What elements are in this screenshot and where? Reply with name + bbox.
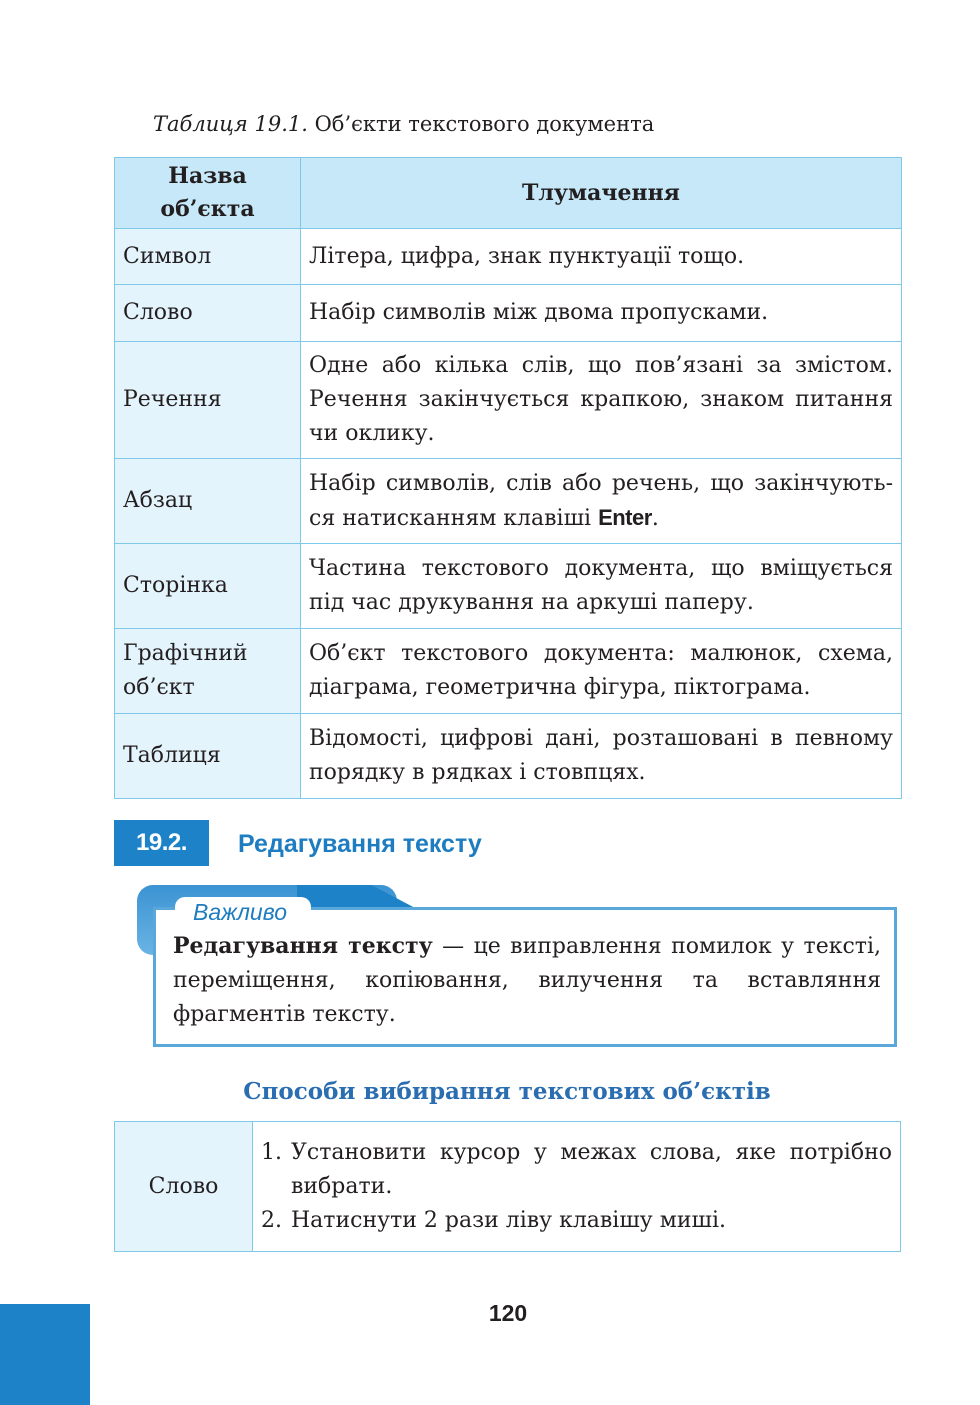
step-text: Установити курсор у межах слова, яке потрібно вибрати. xyxy=(291,1139,892,1199)
object-name: Сторінка xyxy=(115,544,301,629)
object-desc: Об’єкт текстового документа: малюнок, схема, діаграма, геометрична фігура, піктограма. xyxy=(301,629,902,714)
important-definition: — це виправлення помилок у тексті, переміщення, копіювання, вилучення та вставляння фрагментів тексту. xyxy=(173,934,882,1027)
methods-title: Способи вибирання текстових об’єктів xyxy=(243,1078,771,1105)
object-desc-text: Набір символів, слів або речень, що закінчують-ся натисканням клавіші xyxy=(309,470,893,531)
objects-table xyxy=(114,157,902,799)
object-name: Символ xyxy=(115,229,301,285)
table-header-row xyxy=(115,158,902,229)
important-label: Важливо xyxy=(175,897,311,927)
step-number: 1. xyxy=(261,1139,282,1165)
object-desc xyxy=(301,459,902,544)
table-row xyxy=(115,544,902,629)
important-term: Редагування тексту xyxy=(173,933,433,959)
table-row xyxy=(115,229,902,285)
page-number: 120 xyxy=(488,1300,528,1326)
table-caption-text: Об’єкти текстового документа xyxy=(307,112,655,136)
method-steps xyxy=(253,1122,901,1252)
callout-tab-stripe xyxy=(297,885,417,909)
object-desc: Літера, цифра, знак пунктуації тощо. xyxy=(301,229,902,285)
enter-key-label: Enter xyxy=(598,504,652,530)
object-name: Речення xyxy=(115,342,301,459)
section-number: 19.2. xyxy=(114,820,209,866)
table-row xyxy=(115,285,902,342)
table-row xyxy=(115,342,902,459)
corner-decoration xyxy=(0,1304,90,1405)
table-row xyxy=(115,629,902,714)
section-title: Редагування тексту xyxy=(238,830,482,858)
table-caption xyxy=(153,110,654,138)
header-explanation: Тлумачення xyxy=(301,158,902,229)
methods-table xyxy=(114,1121,901,1252)
object-desc: Набір символів між двома пропусками. xyxy=(301,285,902,342)
table-row xyxy=(115,714,902,799)
object-name: Таблиця xyxy=(115,714,301,799)
object-desc: Одне або кілька слів, що пов’язані за змістом. Речення закінчується крапкою, знаком питання чи оклику. xyxy=(301,342,902,459)
method-object-name: Слово xyxy=(115,1122,253,1252)
list-item xyxy=(261,1136,892,1204)
table-row xyxy=(115,1122,901,1252)
table-row xyxy=(115,459,902,544)
list-item xyxy=(261,1204,892,1238)
object-desc-end: . xyxy=(651,505,659,531)
object-name: Графічний об’єкт xyxy=(115,629,301,714)
step-text: Натиснути 2 рази ліву клавішу миші. xyxy=(291,1207,726,1233)
object-desc: Частина текстового документа, що вміщується під час друкування на аркуші паперу. xyxy=(301,544,902,629)
object-name: Абзац xyxy=(115,459,301,544)
table-caption-label: Таблиця 19.1. xyxy=(153,112,308,136)
important-callout xyxy=(137,885,903,1053)
step-number: 2. xyxy=(261,1207,282,1233)
important-text xyxy=(173,929,881,1032)
object-name: Слово xyxy=(115,285,301,342)
object-desc: Відомості, цифрові дані, розташовані в певному порядку в рядках і стовпцях. xyxy=(301,714,902,799)
header-object-name: Назва об’єкта xyxy=(115,158,301,229)
